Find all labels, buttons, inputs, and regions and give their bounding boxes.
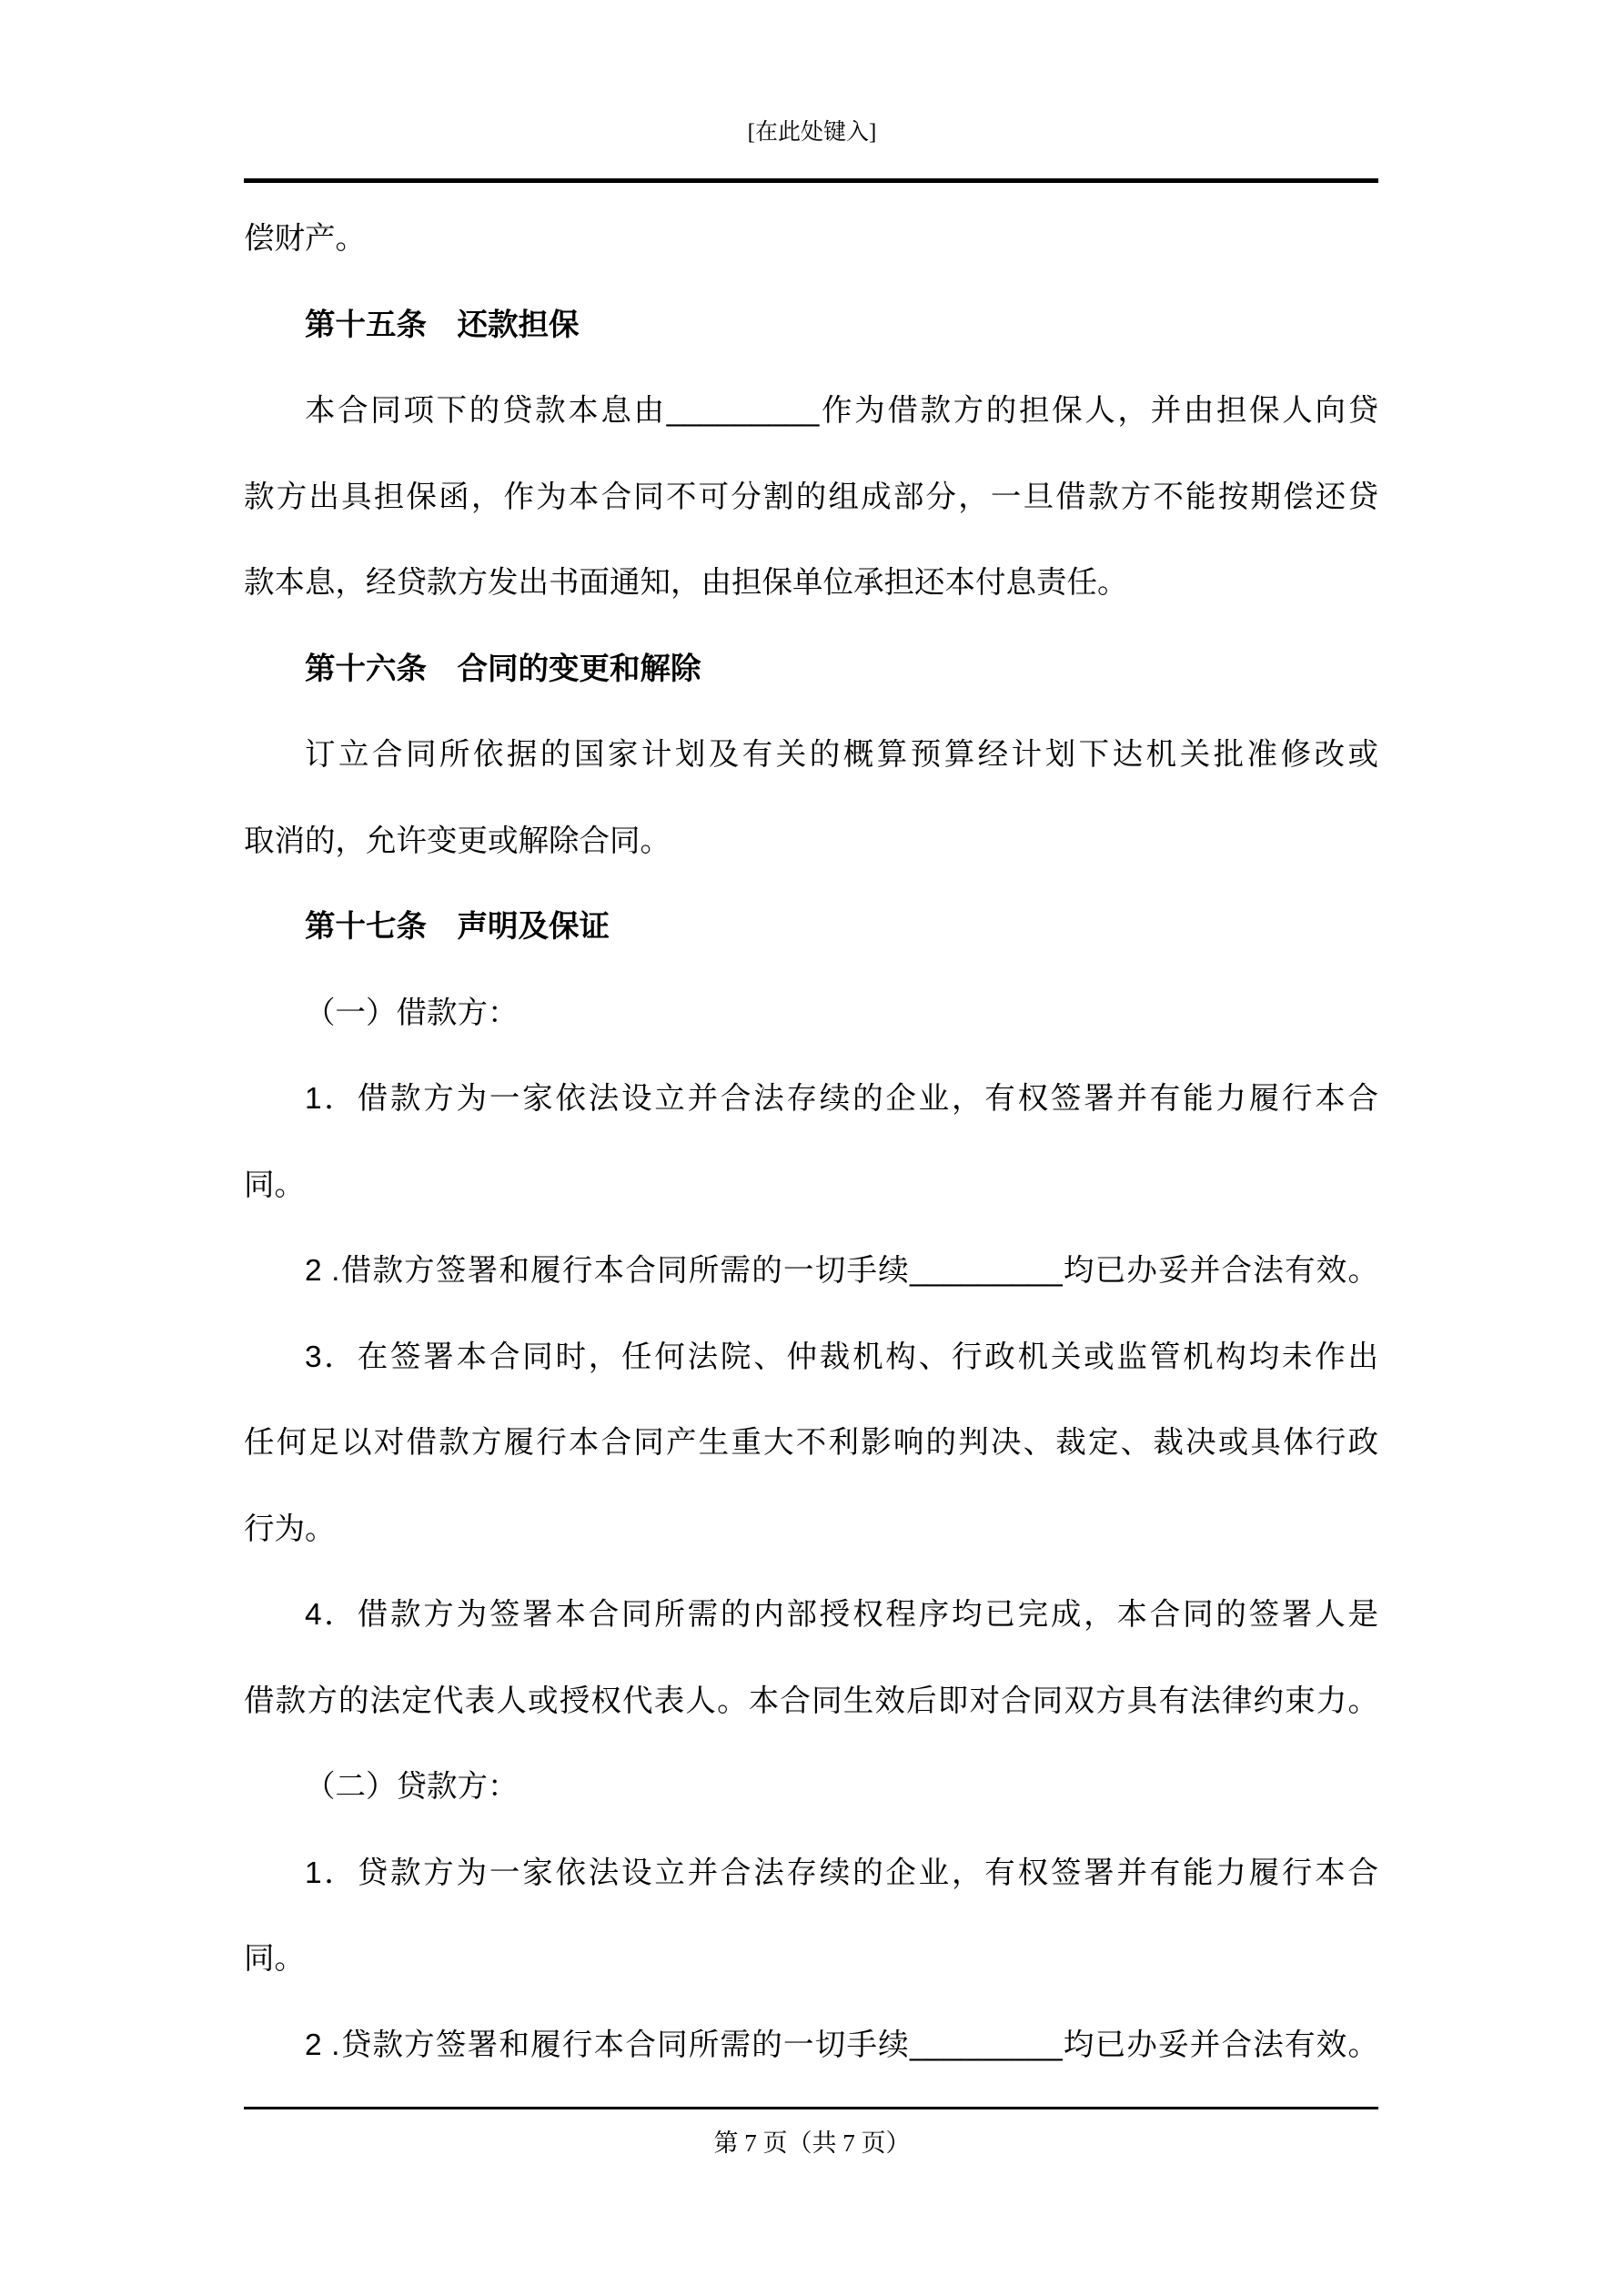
footer-rule [244,2107,1378,2109]
body-line: 2 .借款方签署和履行本合同所需的一切手续_________均已办妥并合法有效。 [305,1254,1378,1288]
body-line: 任何足以对借款方履行本合同产生重大不利影响的判决、裁定、裁决或具体行政 [244,1426,1378,1460]
body-line: 同。 [244,1168,305,1202]
body-line: 款本息，经贷款方发出书面通知，由担保单位承担还本付息责任。 [244,566,1128,600]
header-placeholder: [在此处键入] [747,120,877,145]
body-line: 偿财产。 [244,222,366,256]
body-line: 同。 [244,1942,305,1976]
body-line: 订立合同所依据的国家计划及有关的概算预算经计划下达机关批准修改或 [305,738,1378,772]
body-line: 1．贷款方为一家依法设立并合法存续的企业，有权签署并有能力履行本合 [305,1856,1378,1890]
body-line: 1．借款方为一家依法设立并合法存续的企业，有权签署并有能力履行本合 [305,1082,1378,1116]
footer-page-number: 第 7 页（共 7 页） [713,2129,911,2157]
body-line: （二）贷款方： [305,1770,519,1804]
body-line: 第十五条 还款担保 [305,308,580,342]
body-line: 借款方的法定代表人或授权代表人。本合同生效后即对合同双方具有法律约束力。 [244,1684,1378,1718]
body-line: （一）借款方： [305,996,519,1030]
body-line: 取消的，允许变更或解除合同。 [244,824,671,858]
body-line: 2 .贷款方签署和履行本合同所需的一切手续_________均已办妥并合法有效。 [305,2028,1378,2062]
header-rule [244,178,1378,183]
body-line: 第十六条 合同的变更和解除 [305,652,701,686]
body-line: 款方出具担保函，作为本合同不可分割的组成部分，一旦借款方不能按期偿还贷 [244,480,1378,514]
body-line: 行为。 [244,1512,336,1546]
body-line: 第十七条 声明及保证 [305,910,610,944]
body-line: 本合同项下的贷款本息由_________作为借款方的担保人，并由担保人向贷 [305,394,1378,428]
document-body [244,197,1378,2089]
body-line: 3．在签署本合同时，任何法院、仲裁机构、行政机关或监管机构均未作出 [305,1340,1378,1374]
body-line: 4．借款方为签署本合同所需的内部授权程序均已完成，本合同的签署人是 [305,1598,1378,1632]
